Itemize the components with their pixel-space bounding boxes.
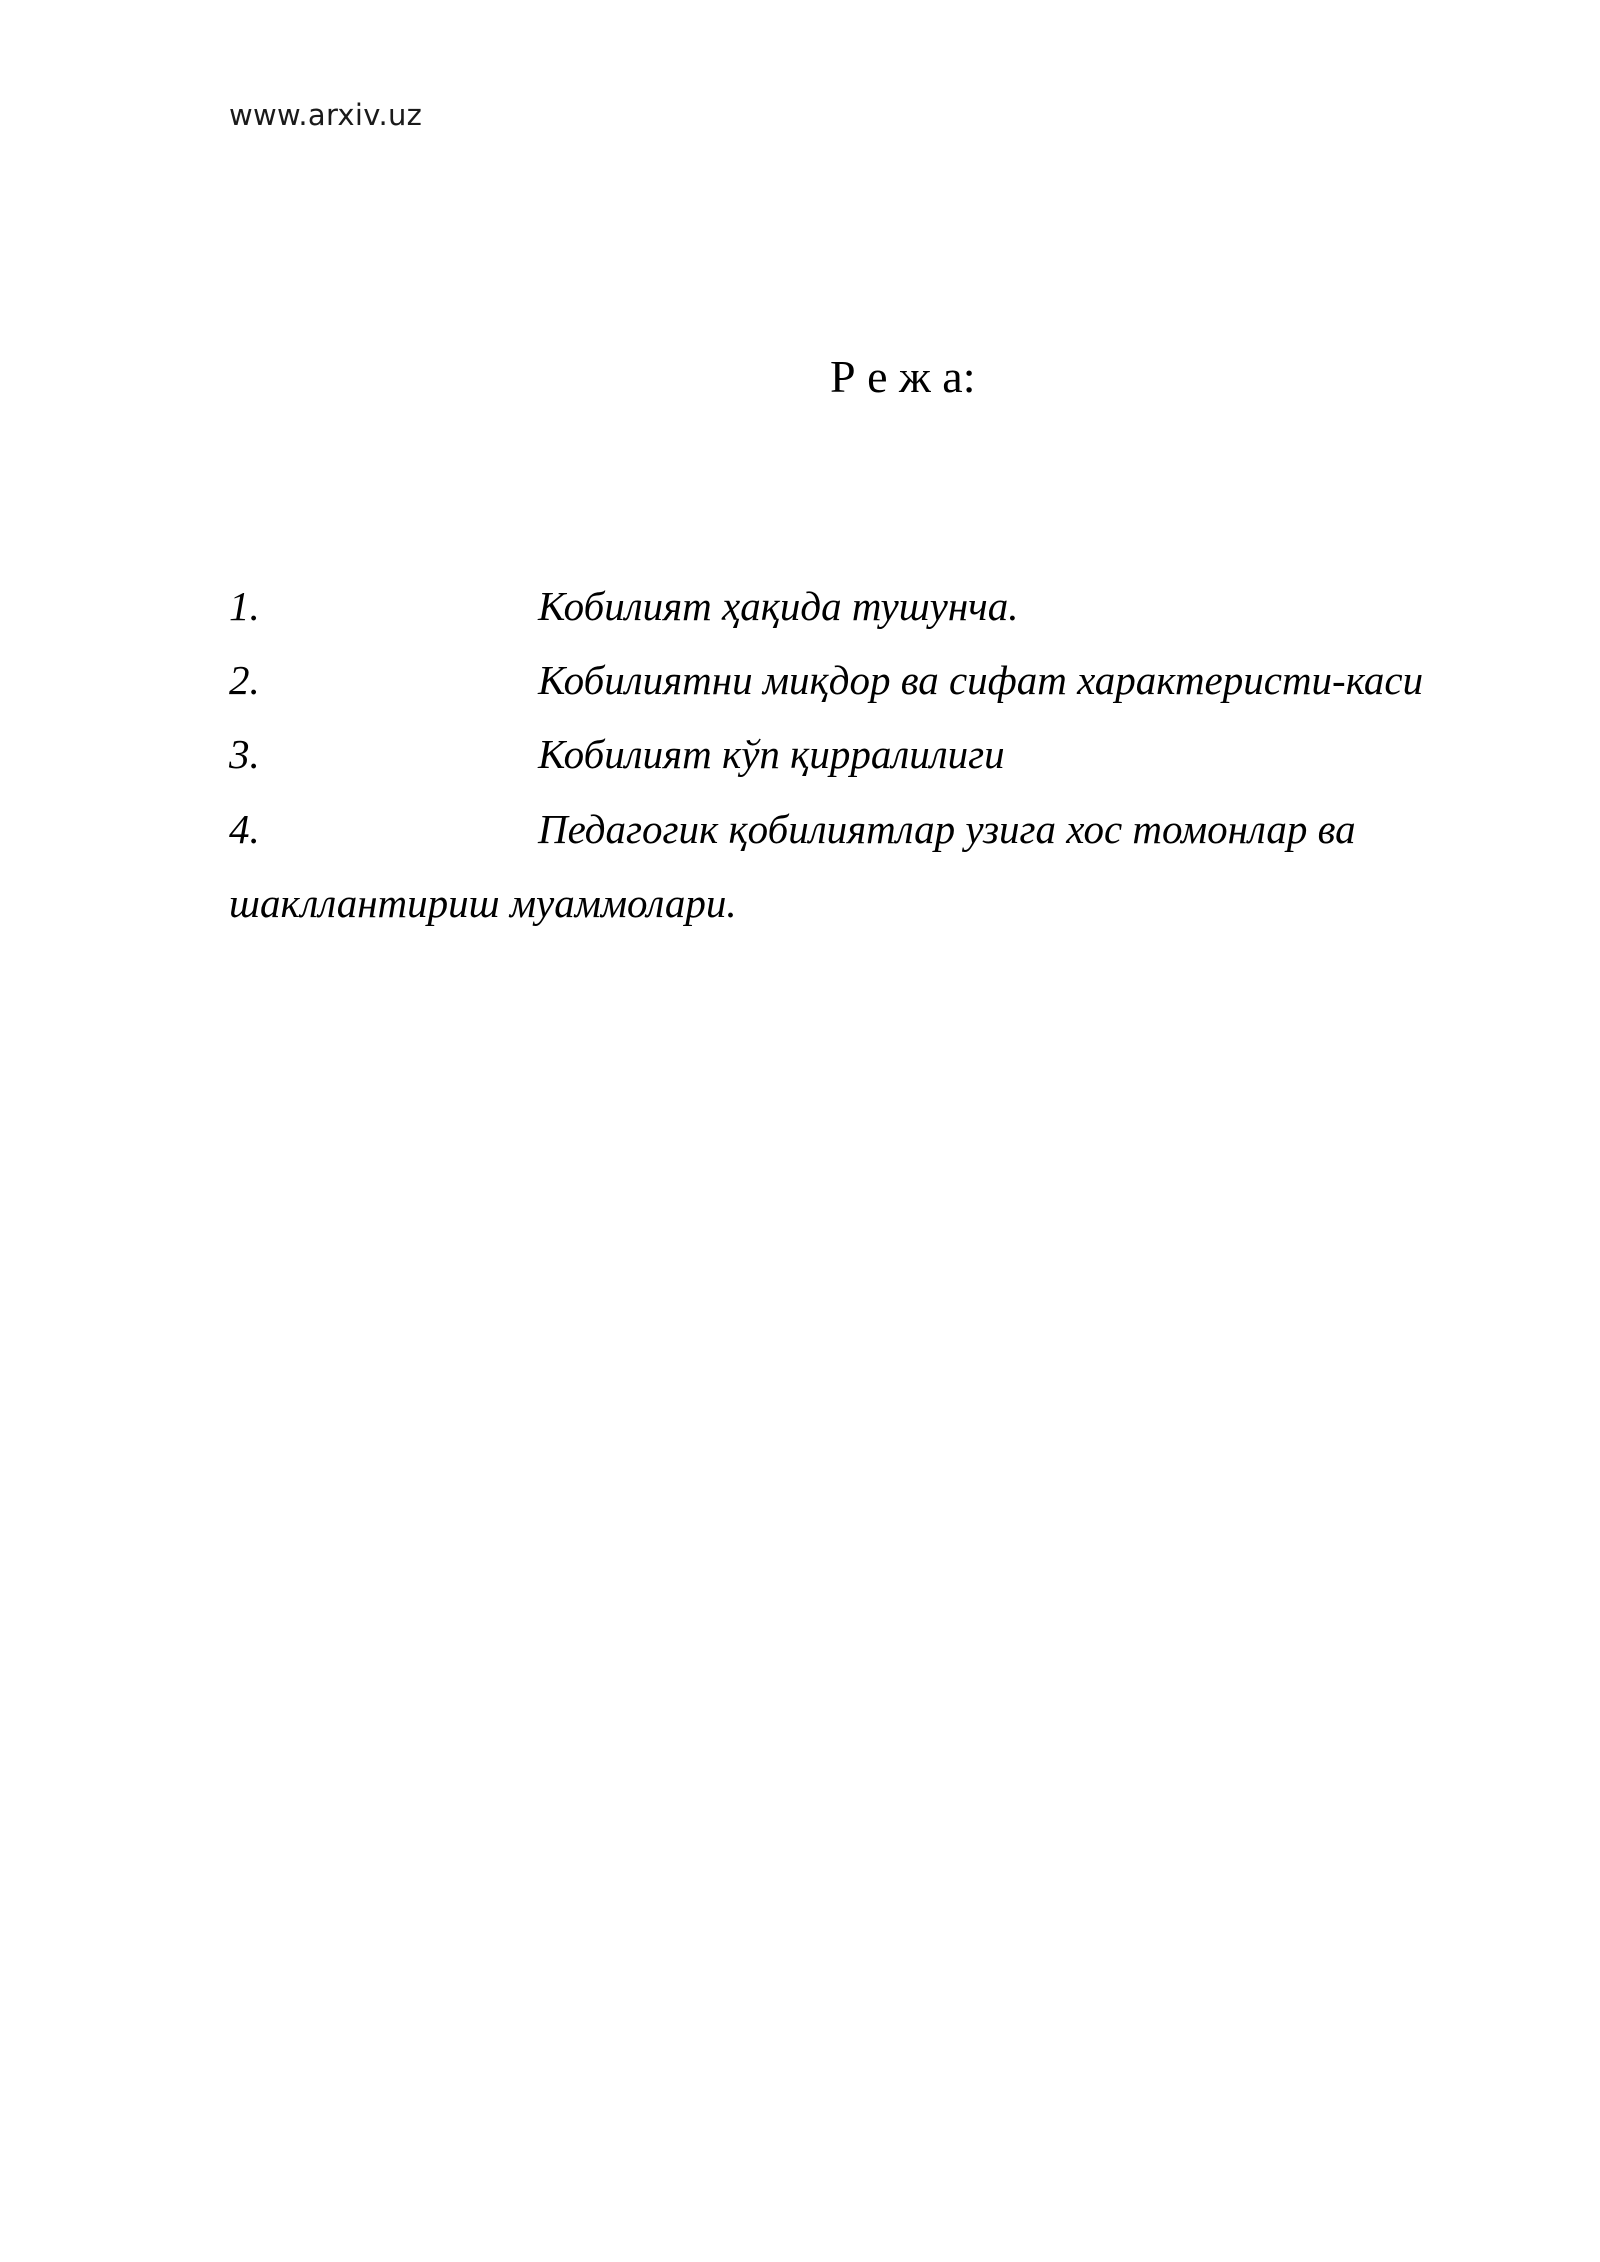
plan-item-number: 1. xyxy=(229,583,260,629)
plan-item-text: Кобилиятни миқдор ва сифат характеристи-каси xyxy=(538,657,1424,703)
plan-item-number: 2. xyxy=(229,657,260,703)
plan-item-text: Кобилият кўп қирралилиги xyxy=(538,731,1005,777)
page-title: Р е ж а: xyxy=(830,351,976,402)
site-url: www.arxiv.uz xyxy=(229,98,423,132)
plan-item-text: Педагогик қобилиятлар узига хос томонлар ва xyxy=(538,806,1356,852)
plan-item-continuation: шакллантириш муаммолари. xyxy=(229,880,737,926)
plan-item-number: 3. xyxy=(229,731,260,777)
plan-item-text: Кобилият ҳақида тушунча. xyxy=(538,583,1019,629)
plan-item-number: 4. xyxy=(229,806,260,852)
